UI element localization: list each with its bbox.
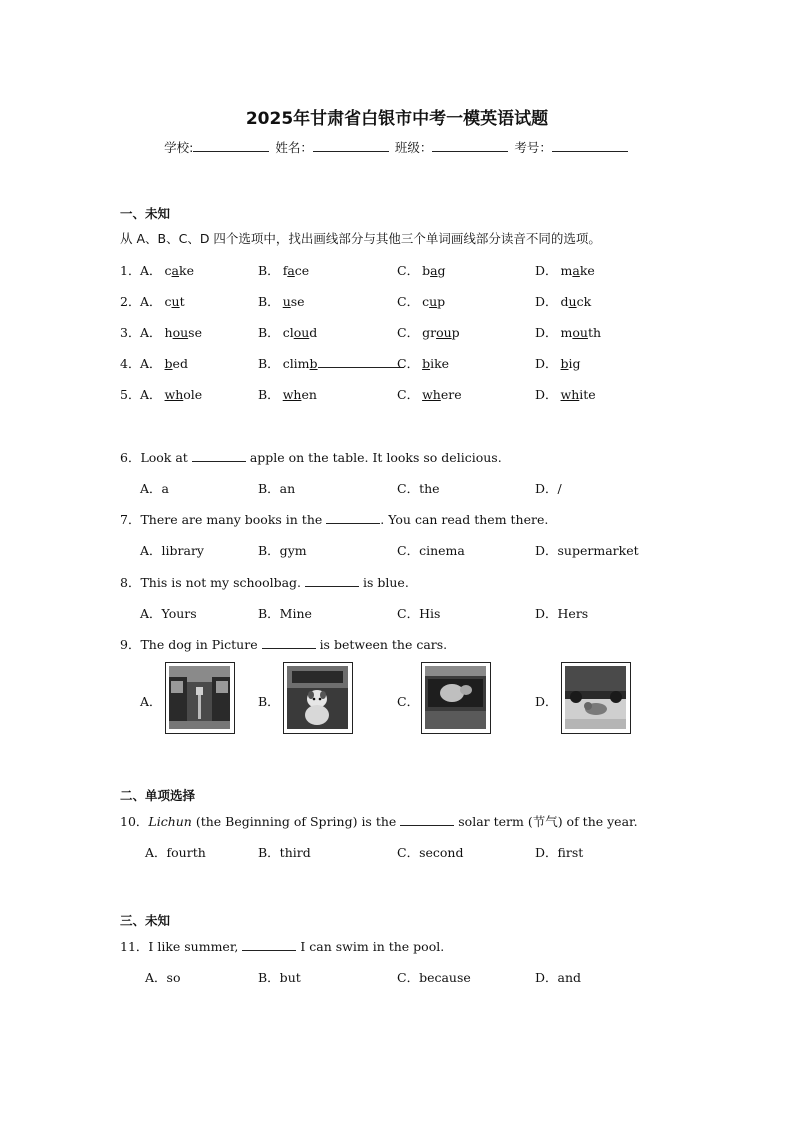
option-a[interactable]: A．library — [140, 543, 204, 558]
option-a[interactable]: A． — [140, 694, 162, 709]
stem-text: (the Beginning of Spring) is the — [195, 814, 397, 829]
underlined-letters: a — [287, 263, 295, 278]
option-c[interactable]: C．cinema — [397, 543, 465, 558]
option-label: A． — [140, 294, 162, 309]
underlined-letters: b — [309, 356, 318, 371]
class-label: 班级： — [394, 140, 433, 155]
option-d[interactable]: D．supermarket — [535, 543, 639, 558]
option-c[interactable]: C． — [397, 694, 420, 709]
question-number: 3． — [120, 325, 141, 340]
option-label: B． — [258, 325, 280, 340]
underlined-letters: wh — [164, 387, 184, 402]
option-a[interactable] — [140, 292, 185, 310]
option-b[interactable]: B．but — [258, 970, 301, 985]
option-label: A． — [140, 387, 162, 402]
question-number: 10． — [120, 814, 149, 829]
underlined-letters: a — [572, 263, 580, 278]
word-part: ig — [568, 356, 581, 371]
option-b[interactable] — [258, 385, 317, 403]
option-b[interactable]: B． — [258, 694, 280, 709]
underlined-letters: a — [171, 263, 179, 278]
option-a[interactable]: A．a — [140, 481, 169, 496]
section-2-heading: 二、单项选择 — [120, 788, 196, 803]
option-label: C． — [397, 387, 420, 402]
option-c[interactable]: C．the — [397, 481, 440, 496]
word-part: c — [422, 294, 430, 309]
word-part: ite — [579, 387, 596, 402]
question-number: 2． — [120, 294, 141, 309]
option-a[interactable]: A．so — [145, 970, 181, 985]
underline-rule — [318, 355, 404, 368]
picture-b-dog-in-front-of-car[interactable] — [283, 662, 353, 734]
student-info-line — [0, 138, 794, 156]
option-c[interactable] — [397, 385, 462, 403]
school-label: 学校: — [164, 140, 194, 155]
word-part: clim — [282, 356, 310, 371]
option-c[interactable] — [397, 323, 460, 341]
question-number: 7． — [120, 512, 141, 527]
option-label: C． — [397, 294, 420, 309]
option-c[interactable] — [397, 261, 446, 279]
word-part: ke — [179, 263, 194, 278]
underlined-letters: ou — [293, 325, 310, 340]
option-b[interactable] — [258, 261, 309, 279]
stem-text: Look at — [140, 450, 188, 465]
stem-text: There are many books in the — [140, 512, 323, 527]
word-part: cl — [282, 325, 294, 340]
option-label: A． — [140, 263, 162, 278]
option-d[interactable] — [535, 261, 595, 279]
underlined-letters: ou — [572, 325, 588, 340]
option-label: D． — [535, 356, 558, 371]
underlined-letters: u — [568, 294, 577, 309]
underlined-letters: ou — [172, 325, 189, 340]
word-part: p — [451, 325, 460, 340]
word-part: m — [560, 325, 573, 340]
option-c[interactable] — [397, 292, 445, 310]
underlined-letters: u — [429, 294, 438, 309]
option-label: B． — [258, 263, 280, 278]
word-part: c — [164, 263, 172, 278]
stem-text: apple on the table. It looks so delicious. — [249, 450, 502, 465]
stem-text: solar term (节气) of the year. — [458, 814, 638, 829]
page-title: 2025年甘肃省白银市中考一模英语试题 — [245, 109, 549, 129]
word-part: m — [560, 263, 573, 278]
question-number: 9． — [120, 637, 141, 652]
question-number: 11． — [120, 939, 149, 954]
word-part: g — [437, 263, 446, 278]
underlined-letters: u — [171, 294, 180, 309]
question-number: 5． — [120, 387, 141, 402]
word-part: en — [301, 387, 317, 402]
word-part: h — [164, 325, 173, 340]
option-label: A． — [140, 325, 162, 340]
option-label: D． — [535, 387, 558, 402]
question-8-stem — [120, 573, 409, 591]
option-label: B． — [258, 294, 280, 309]
stem-text: This is not my schoolbag. — [140, 575, 302, 590]
option-a[interactable] — [140, 354, 188, 372]
underlined-letters: b — [164, 356, 173, 371]
option-c[interactable]: C．because — [397, 970, 471, 985]
stem-text: is blue. — [363, 575, 409, 590]
option-b[interactable] — [258, 292, 305, 310]
option-c[interactable] — [397, 354, 449, 372]
underlined-letters: wh — [282, 387, 302, 402]
option-c[interactable]: C．His — [397, 606, 441, 621]
word-part: se — [290, 294, 305, 309]
question-6-stem — [120, 448, 502, 466]
word-part: p — [437, 294, 446, 309]
name-label: 姓名： — [275, 140, 313, 155]
option-label: B． — [258, 356, 280, 371]
question-9-stem — [120, 635, 447, 653]
option-d[interactable] — [535, 323, 601, 341]
option-label: C． — [397, 356, 420, 371]
word-part: t — [179, 294, 185, 309]
underlined-letters: a — [430, 263, 438, 278]
name-blank[interactable] — [313, 138, 389, 152]
underlined-letters: b — [560, 356, 569, 371]
option-b[interactable]: B．an — [258, 481, 296, 496]
word-part: d — [560, 294, 569, 309]
option-b[interactable]: B．third — [258, 845, 311, 860]
option-label: C． — [397, 325, 420, 340]
word-part: c — [164, 294, 172, 309]
option-label: D． — [535, 294, 558, 309]
stem-text: I can swim in the pool. — [300, 939, 445, 954]
question-11-stem — [120, 937, 444, 955]
option-label: D． — [535, 263, 558, 278]
option-c[interactable]: C．second — [397, 845, 464, 860]
word-part: ck — [576, 294, 592, 309]
question-10-stem — [120, 812, 638, 830]
option-b[interactable] — [258, 323, 317, 341]
answer-blank — [242, 938, 296, 951]
underlined-letters: u — [282, 294, 291, 309]
option-b[interactable] — [258, 354, 404, 372]
word-part: th — [587, 325, 602, 340]
option-label: A． — [140, 356, 162, 371]
answer-blank — [326, 511, 380, 524]
answer-blank — [400, 813, 454, 826]
picture-c-dog-in-car-window[interactable] — [421, 662, 491, 734]
underlined-letters: ou — [436, 325, 452, 340]
answer-blank — [192, 449, 246, 462]
option-d[interactable]: D．Hers — [535, 606, 589, 621]
word-part: gr — [422, 325, 437, 340]
word-part: ed — [172, 356, 188, 371]
option-b[interactable]: B．Mine — [258, 606, 312, 621]
word-part: b — [422, 263, 431, 278]
option-a[interactable]: A．Yours — [140, 606, 197, 621]
underlined-letters: b — [422, 356, 431, 371]
option-a[interactable] — [140, 323, 202, 341]
stem-text: is between the cars. — [319, 637, 448, 652]
stem-text: The dog in Picture — [140, 637, 258, 652]
option-d[interactable]: D．first — [535, 845, 584, 860]
section-1-instruction: 从 A、B、C、D 四个选项中，找出画线部分与其他三个单词画线部分读音不同的选项。 — [120, 231, 601, 246]
word-part: se — [188, 325, 202, 340]
underlined-letters: wh — [422, 387, 441, 402]
underlined-letters: wh — [560, 387, 580, 402]
italic-term: Lichun — [148, 814, 192, 829]
question-number: 8． — [120, 575, 141, 590]
question-number: 1． — [120, 263, 141, 278]
option-d[interactable]: D．/ — [535, 481, 562, 496]
stem-text: I like summer, — [148, 939, 239, 954]
option-d[interactable] — [535, 385, 596, 403]
option-a[interactable] — [140, 385, 202, 403]
word-part: ere — [440, 387, 462, 402]
picture-d-dog-under-car[interactable] — [561, 662, 631, 734]
option-a[interactable]: A．fourth — [145, 845, 206, 860]
word-part: ole — [183, 387, 203, 402]
question-number: 6． — [120, 450, 141, 465]
word-part: d — [309, 325, 318, 340]
exam-no-label: 考号： — [514, 140, 552, 155]
word-part: ce — [294, 263, 310, 278]
answer-blank — [262, 636, 316, 649]
section-1-heading: 一、未知 — [120, 206, 171, 221]
question-number: 4． — [120, 356, 141, 371]
option-d[interactable] — [535, 292, 591, 310]
option-b[interactable]: B．gym — [258, 543, 307, 558]
answer-blank — [305, 574, 359, 587]
option-label: D． — [535, 325, 558, 340]
option-label: B． — [258, 387, 280, 402]
school-blank[interactable] — [193, 138, 269, 152]
question-7-stem — [120, 510, 548, 528]
class-blank[interactable] — [432, 138, 508, 152]
option-d[interactable] — [535, 354, 581, 372]
picture-a-two-cars-parking-meter[interactable] — [165, 662, 235, 734]
word-part: f — [282, 263, 288, 278]
option-d[interactable]: D．and — [535, 970, 582, 985]
option-a[interactable] — [140, 261, 194, 279]
word-part: ike — [430, 356, 450, 371]
exam-no-blank[interactable] — [552, 138, 628, 152]
option-label: C． — [397, 263, 420, 278]
option-d[interactable]: D． — [535, 694, 558, 709]
stem-text: . You can read them there. — [380, 512, 549, 527]
section-3-heading: 三、未知 — [120, 913, 171, 928]
word-part: ke — [579, 263, 595, 278]
